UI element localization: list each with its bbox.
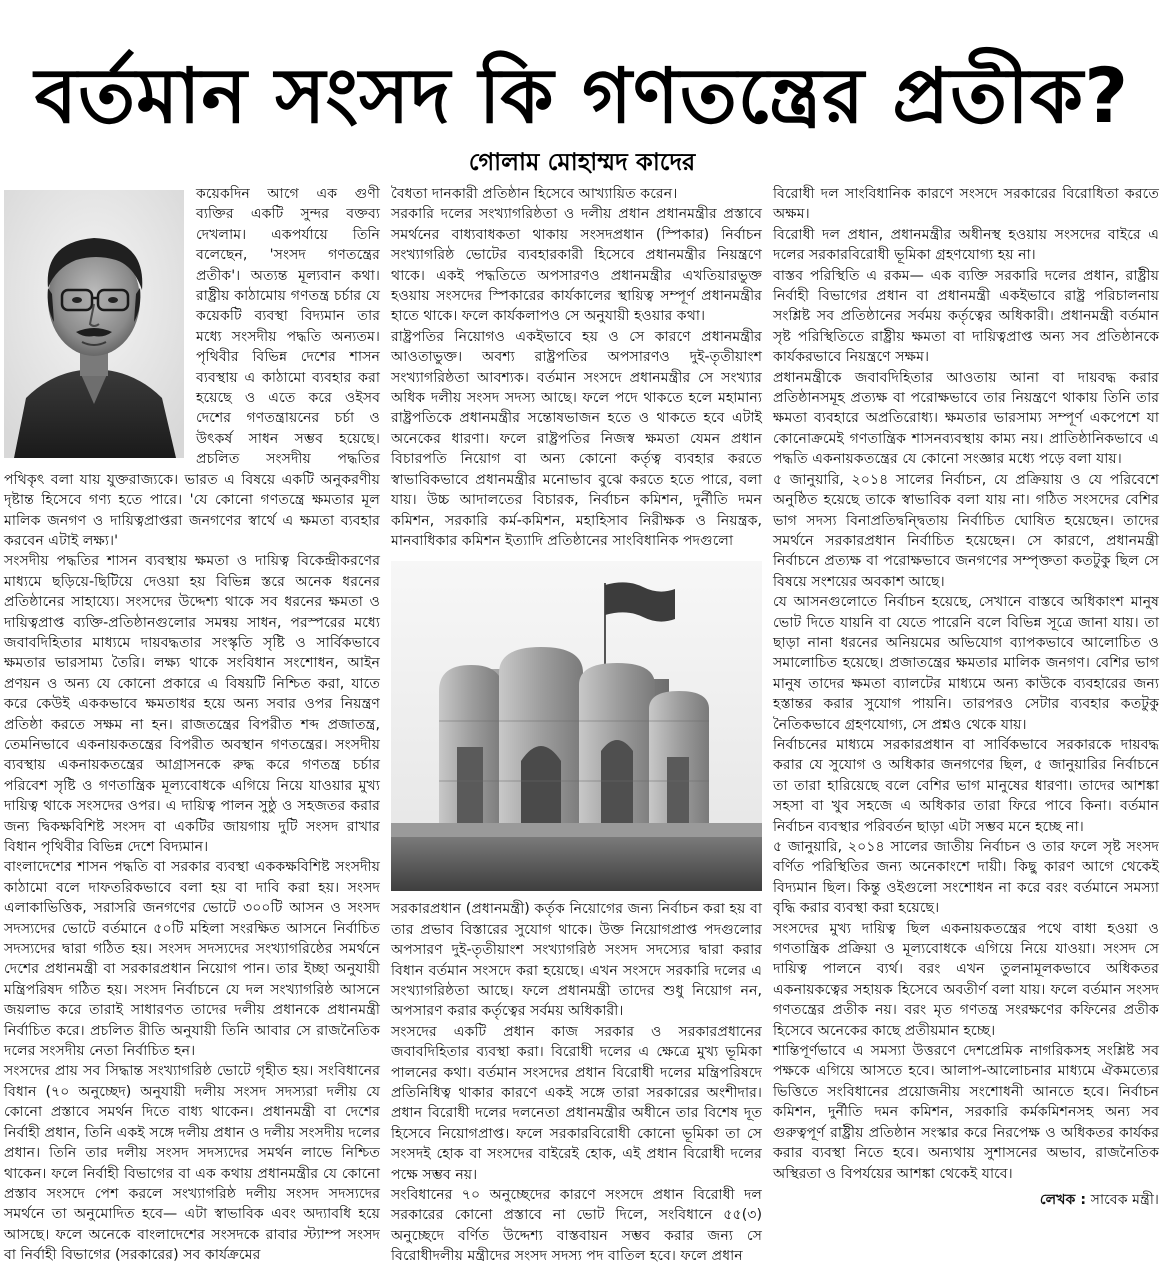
paragraph: যে আসনগুলোতে নির্বাচন হয়েছে, সেখানে বাস্তবে অধিকাংশ মানুষ ভোট দিতে যায়নি বা যেতে পারেনি বলে বিভিন্ন সূত্রে জানা যায়। তা ছাড়া নানা ধরনের অনিয়মের অভিযোগ ব্যাপকভাবে আলোচিত ও সমালোচিত হয়েছে। প্রজাতন্ত্রের ক্ষমতার মালিক জনগণ। বেশির ভাগ মানুষ তাদের ক্ষমতা ব্যালটের মাধ্যমে অন্য কাউকে ব্যবহারের জন্য হস্তান্তর করার সুযোগ পায়নি। তারপরও সেটার ব্যবহার কতটুকু নৈতিকভাবে গ্রহণযোগ্য, সে প্রশ্নও থেকে যায়। (773, 594, 1159, 733)
paragraph: সংসদীয় পদ্ধতির শাসন ব্যবস্থায় ক্ষমতা ও দায়িত্ব বিকেন্দ্রীকরণের মাধ্যমে ছড়িয়ে-ছিটিয়ে দেওয়া হয় বিভিন্ন স্তরে অনেক ধরনের প্রতিষ্ঠানের সাহায্যে। সংসদের উদ্দেশ্য থাকে সব ধরনের ক্ষমতা ও দায়িত্বপ্রাপ্ত ব্যক্তি-প্রতিষ্ঠানগুলোর সমন্বয় সাধন, পরস্পরের মধ্যে জবাবদিহিতার মাধ্যমে দায়বদ্ধতার সংস্কৃতি সৃষ্টি ও সার্বিকভাবে ক্ষমতার ভারসাম্য তৈরি। লক্ষ্য থাকে সংবিধান সংশোধন, আইন প্রণয়ন ও অন্য যে কোনো প্রকারে এ বিষয়টি নিশ্চিত করা, যাতে করে কেউই এককভাবে ক্ষমতাধর হয়ে অন্য সবার ওপর নিয়ন্ত্রণ প্রতিষ্ঠা করতে সক্ষম না হন। রাজতন্ত্রের বিপরীত শব্দ প্রজাতন্ত্র, তেমনিভাবে একনায়কতন্ত্রের বিপরীত অবস্থান গণতন্ত্রের। সংসদীয় ব্যবস্থায় একনায়কতন্ত্রের আগ্রাসনকে রুদ্ধ করে গণতন্ত্র চর্চার পরিবেশ সৃষ্টি ও গণতান্ত্রিক মূল্যবোধকে এগিয়ে নিয়ে যাওয়ার মুখ্য দায়িত্ব থাকে সংসদের ওপর। এ দায়িত্ব পালন সুষ্ঠু ও সহজতর করার জন্য দ্বিকক্ষবিশিষ্ট সংসদ বা একটির জায়গায় দুটি সংসদ রাখার বিধান পৃথিবীর বিভিন্ন দেশে বিদ্যমান। (4, 553, 380, 855)
paragraph: শান্তিপূর্ণভাবে এ সমস্যা উত্তরণে দেশপ্রেমিক নাগরিকসহ সংশ্লিষ্ট সব পক্ষকে এগিয়ে আসতে হবে। আলাপ-আলোচনার মাধ্যমে ঐকমত্যের ভিত্তিতে সংবিধানের প্রয়োজনীয় সংশোধনী আনতে হবে। নির্বাচন কমিশন, দুর্নীতি দমন কমিশন, সরকারি কর্মকমিশনসহ অন্য সব গুরুত্বপূর্ণ রাষ্ট্রীয় প্রতিষ্ঠান সংস্কার করে নিরপেক্ষ ও অধিকতর কার্যকর করার ব্যবস্থা নিতে হবে। অন্যথায় সুশাসনের অভাব, রাজনৈতিক অস্থিরতা ও বিপর্যয়ের আশঙ্কা থেকেই যাবে। (773, 1043, 1159, 1182)
paragraph: কয়েকদিন আগে এক গুণী ব্যক্তির একটি সুন্দর বক্তব্য দেখলাম। একপর্যায়ে তিনি বলেছেন, 'সংসদ গণতন্ত্রের প্রতীক'। অত্যন্ত মূল্যবান কথা। রাষ্ট্রীয় কাঠামোয় গণতন্ত্র চর্চার যে কয়েকটি ব্যবস্থা বিদ্যমান তার মধ্যে সংসদীয় পদ্ধতি অন্যতম। পৃথিবীর বিভিন্ন দেশের শাসন ব্যবস্থায় এ কাঠামো ব্যবহার করা হয়েছে ও এতে করে ওইসব দেশের গণতন্ত্রায়নের চর্চা ও উৎকর্ষ সাধন সম্ভব হয়েছে। প্রচলিত সংসদীয় পদ্ধতির পথিকৃৎ বলা যায় যুক্তরাজ্যকে। ভারত এ বিষয়ে একটি অনুকরণীয় দৃষ্টান্ত হিসেবে গণ্য হতে পারে। 'যে কোনো গণতন্ত্রে ক্ষমতার মূল মালিক জনগণ ও দায়িত্বপ্রাপ্তরা জনগণের স্বার্থে এ ক্ষমতা ব্যবহার করবেন এটাই লক্ষ্য।' (4, 186, 380, 549)
byline: গোলাম মোহাম্মদ কাদের (468, 148, 696, 176)
paragraph: নির্বাচনের মাধ্যমে সরকারপ্রধান বা সার্বিকভাবে সরকারকে দায়বদ্ধ করার যে সুযোগ ও অধিকার জনগণের ছিল, ৫ জানুয়ারির নির্বাচনে তা তারা হারিয়েছে বলে বেশির ভাগ মানুষের ধারণা। তাদের আশঙ্কা সহসা বা খুব সহজে এ অধিকার তারা ফিরে পাবে কিনা। বর্তমান নির্বাচন ব্যবস্থার পরিবর্তন ছাড়া এটা সম্ভব মনে হচ্ছে না। (773, 736, 1159, 835)
paragraph: ৫ জানুয়ারি, ২০১৪ সালের নির্বাচন, যে প্রক্রিয়ায় ও যে পরিবেশে অনুষ্ঠিত হয়েছে তাকে স্বাভাবিক বলা যায় না। গঠিত সংসদের বেশির ভাগ সদস্য বিনাপ্রতিদ্বন্দ্বিতায় নির্বাচিত ঘোষিত হয়েছেন। তাদের সমর্থনে সরকারপ্রধান নির্বাচিত হয়েছেন। সে কারণে, প্রধানমন্ত্রী নির্বাচনে প্রত্যক্ষ বা পরোক্ষভাবে জনগণের সম্পৃক্ততা কতটুকু ছিল সে বিষয়ে সংশয়ের অবকাশ আছে। (773, 471, 1159, 590)
signature-text: সাবেক মন্ত্রী। (1090, 1191, 1159, 1208)
author-signature (773, 1190, 1159, 1210)
paragraph: সংবিধানের ৭০ অনুচ্ছেদের কারণে সংসদে প্রধান বিরোধী দল সরকারের কোনো প্রস্তাবে না ভোট দিলে, সংবিধানে ৫৫(৩) অনুচ্ছেদে বর্ণিত উদ্দেশ্য বাস্তবায়ন সম্ভব করার জন্য সে বিরোধীদলীয় মন্ত্রীদের সংসদ সদস্য পদ বাতিল হবে। ফলে প্রধান (391, 1187, 762, 1265)
paragraph: সংসদের প্রায় সব সিদ্ধান্ত সংখ্যাগরিষ্ঠ ভোটে গৃহীত হয়। সংবিধানের বিধান (৭০ অনুচ্ছেদ) অনুযায়ী দলীয় সংসদ সদস্যরা দলীয় যে কোনো প্রস্তাবে সমর্থন দিতে বাধ্য থাকেন। প্রধানমন্ত্রী বা দেশের নির্বাহী প্রধান, তিনি একই সঙ্গে দলীয় প্রধান ও দলীয় সংসদীয় দলের প্রধান। তিনি তার দলীয় সংসদ সদস্যদের সমর্থন লাভে নিশ্চিত থাকেন। ফলে নির্বাহী বিভাগের বা এক কথায় প্রধানমন্ত্রীর যে কোনো প্রস্তাব সংসদে পেশ করলে সংখ্যাগরিষ্ঠ দলীয় সংসদ সদস্যদের সমর্থনে তা অনুমোদিত হবে— এটা স্বাভাবিক এবং অদ্যাবধি হয়ে আসছে। ফলে অনেকে বাংলাদেশের সংসদকে রাবার স্ট্যাম্প সংসদ বা নির্বাহী বিভাগের (সরকারের) সব কার্যক্রমের (4, 1063, 380, 1264)
signature-label: লেখক : (1039, 1191, 1087, 1208)
paragraph: বাস্তব পরিস্থিতি এ রকম— এক ব্যক্তি সরকারি দলের প্রধান, রাষ্ট্রীয় নির্বাহী বিভাগের প্রধান বা প্রধানমন্ত্রী একইভাবে রাষ্ট্র পরিচালনায় সংশ্লিষ্ট সব প্রতিষ্ঠানের সর্বময় কর্তৃত্বের অধিকারী। প্রধানমন্ত্রী বর্তমান সৃষ্ট পরিস্থিতিতে রাষ্ট্রীয় ক্ষমতা বা দায়িত্বপ্রাপ্ত অন্য সব প্রতিষ্ঠানকে কার্যকরভাবে নিয়ন্ত্রণে সক্ষম। (773, 267, 1159, 366)
paragraph: সংসদের মুখ্য দায়িত্ব ছিল একনায়কতন্ত্রের পথে বাধা হওয়া ও গণতান্ত্রিক প্রক্রিয়া ও মূল্যবোধকে এগিয়ে নিয়ে যাওয়া। সংসদ সে দায়িত্ব পালনে ব্যর্থ। বরং এখন তুলনামূলকভাবে অধিকতর একনায়কত্বের সহায়ক হিসেবে অবতীর্ণ বলা যায়। ফলে বর্তমান সংসদ গণতন্ত্রের প্রতীক নয়। বরং মৃত গণতন্ত্র সংরক্ষণের কফিনের প্রতীক হিসেবে অনেকের কাছে প্রতীয়মান হচ্ছে। (773, 920, 1159, 1039)
parliament-building-photo (391, 561, 762, 891)
paragraph: বাংলাদেশের শাসন পদ্ধতি বা সরকার ব্যবস্থা এককক্ষবিশিষ্ট সংসদীয় কাঠামো বলে দাফতরিকভাবে বলা হয় বা দাবি করা হয়। সংসদ এলাকাভিত্তিক, সরাসরি জনগণের ভোটে ৩০০টি আসন ও সংসদ সদস্যদের ভোটে বর্তমানে ৫০টি মহিলা সংরক্ষিত আসনে নির্বাচিত সদস্যদের দ্বারা গঠিত হয়। সংসদ সদস্যদের সংখ্যাগরিষ্ঠের সমর্থনে দেশের প্রধানমন্ত্রী বা সরকারপ্রধান নিয়োগ পান। তার ইচ্ছা অনুযায়ী মন্ত্রিপরিষদ গঠিত হয়। সংসদ নির্বাচনে যে দল সংখ্যাগরিষ্ঠ আসনে জয়লাভ করে তারাই সাধারণত তাদের দলীয় প্রধানকে প্রধানমন্ত্রী নির্বাচিত করে। প্রচলিত রীতি অনুযায়ী তিনি আবার সে রাজনৈতিক দলের সংসদীয় নেতা নির্বাচিত হন। (4, 859, 380, 1060)
paragraph: প্রধানমন্ত্রীকে জবাবদিহিতার আওতায় আনা বা দায়বদ্ধ করার প্রতিষ্ঠানসমূহ প্রত্যক্ষ বা পরোক্ষভাবে তার নিয়ন্ত্রণে থাকায় তিনি তার ক্ষমতা ব্যবহারে অপ্রতিরোধ্য। ক্ষমতার ভারসাম্য সম্পূর্ণ একপেশে যা কোনোক্রমেই গণতান্ত্রিক শাসনব্যবস্থায় কাম্য নয়। প্রাতিষ্ঠানিকভাবে এ পদ্ধতি একনায়কতন্ত্রের যে কোনো সংজ্ঞার মধ্যে পড়ে বলা যায়। (773, 369, 1159, 468)
headline: বর্তমান সংসদ কি গণতন্ত্রের প্রতীক? (34, 51, 1130, 140)
paragraph: সরকারি দলের সংখ্যাগরিষ্ঠতা ও দলীয় প্রধান প্রধানমন্ত্রীর প্রস্তাবে সমর্থনের বাধ্যবাধকতা থাকায় সংসদপ্রধান (স্পিকার) নির্বাচন সংখ্যাগরিষ্ঠ ভোটের ব্যবহারকারী হিসেবে প্রধানমন্ত্রীর নিয়ন্ত্রণে থাকে। একই পদ্ধতিতে অপসারণও প্রধানমন্ত্রীর এখতিয়ারভুক্ত হওয়ায় সংসদের স্পিকারের কার্যকালের স্থায়িত্ব সম্পূর্ণ প্রধানমন্ত্রীর হাতে থাকে। ফলে কার্যকলাপও সে অনুযায়ী হওয়ার কথা। (391, 206, 762, 325)
paragraph: বৈধতা দানকারী প্রতিষ্ঠান হিসেবে আখ্যায়িত করেন। (391, 186, 678, 202)
paragraph: সংসদের একটি প্রধান কাজ সরকার ও সরকারপ্রধানের জবাবদিহিতার ব্যবস্থা করা। বিরোধী দলের এ ক্ষেত্রে মুখ্য ভূমিকা পালনের কথা। বর্তমান সংসদের প্রধান বিরোধী দলের মন্ত্রিপরিষদে প্রতিনিধিত্ব থাকার কারণে একই সঙ্গে তারা সরকারের অংশীদার। প্রধান বিরোধী দলের দলনেতা প্রধানমন্ত্রীর অধীনে তার বিশেষ দূত হিসেবে নিয়োগপ্রাপ্ত। ফলে সরকারবিরোধী কোনো ভূমিকা তা সে সংসদই হোক বা সংসদের বাইরেই হোক, এই প্রধান বিরোধী দলের পক্ষে সম্ভব নয়। (391, 1023, 762, 1183)
column-2 (391, 184, 762, 1267)
paragraph: সরকারপ্রধান (প্রধানমন্ত্রী) কর্তৃক নিয়োগের জন্য নির্বাচন করা হয় বা তার প্রভাব বিস্তারের সুযোগ থাকে। উক্ত নিয়োগপ্রাপ্ত পদগুলোর অপসারণ দুই-তৃতীয়াংশ সংখ্যাগরিষ্ঠ সংসদ সদস্যের দ্বারা করার বিধান বর্তমান সংসদে করা হয়েছে। এখন সংসদে সরকারি দলের এ সংখ্যাগরিষ্ঠতা আছে। ফলে প্রধানমন্ত্রী তাদের শুধু নিয়োগ নন, অপসারণ করার কর্তৃত্বের সর্বময় অধিকারী। (391, 901, 762, 1020)
paragraph: ৫ জানুয়ারি, ২০১৪ সালের জাতীয় নির্বাচন ও তার ফলে সৃষ্ট সংসদ বর্ণিত পরিস্থিতির জন্য অনেকাংশে দায়ী। কিছু কারণ আগে থেকেই বিদ্যমান ছিল। কিন্তু ওইগুলো সংশোধন না করে বরং বর্তমানে সমস্যা বৃদ্ধি করার ব্যবস্থা করা হয়েছে। (773, 839, 1159, 917)
column-3 (773, 184, 1159, 1210)
paragraph: বিরোধী দল সাংবিধানিক কারণে সংসদে সরকারের বিরোধিতা করতে অক্ষম। (773, 186, 1159, 223)
paragraph: রাষ্ট্রপতির নিয়োগও একইভাবে হয় ও সে কারণে প্রধানমন্ত্রীর আওতাভুক্ত। অবশ্য রাষ্ট্রপতির অপসারণও দুই-তৃতীয়াংশ সংখ্যাগরিষ্ঠতা আবশ্যক। বর্তমান সংসদে প্রধানমন্ত্রীর সে সংখ্যার অধিক দলীয় সংসদ সদস্য আছে। ফলে পদে থাকতে হলে মহামান্য রাষ্ট্রপতিকে প্রধানমন্ত্রীর সন্তোষভাজন হতে ও থাকতে হবে এটাই অনেকের ধারণা। ফলে রাষ্ট্রপতির নিজস্ব ক্ষমতা যেমন প্রধান বিচারপতি নিয়োগ বা অন্য কোনো কর্তৃত্ব ব্যবহার করতে স্বাভাবিকভাবে প্রধানমন্ত্রীর মনোভাব বুঝে করতে হতে পারে, বলা যায়। উচ্চ আদালতের বিচারক, নির্বাচন কমিশন, দুর্নীতি দমন কমিশন, সরকারি কর্ম-কমিশন, মহাহিসাব নিরীক্ষক ও নিয়ন্ত্রক, মানবাধিকার কমিশন ইত্যাদি প্রতিষ্ঠানের সাংবিধানিক পদগুলো (391, 328, 762, 549)
column-1 (4, 184, 380, 1266)
paragraph: বিরোধী দল প্রধান, প্রধানমন্ত্রীর অধীনস্থ হওয়ায় সংসদের বাইরে এ দলের সরকারবিরোধী ভূমিকা গ্রহণযোগ্য হয় না। (773, 226, 1159, 264)
author-portrait (4, 190, 184, 458)
